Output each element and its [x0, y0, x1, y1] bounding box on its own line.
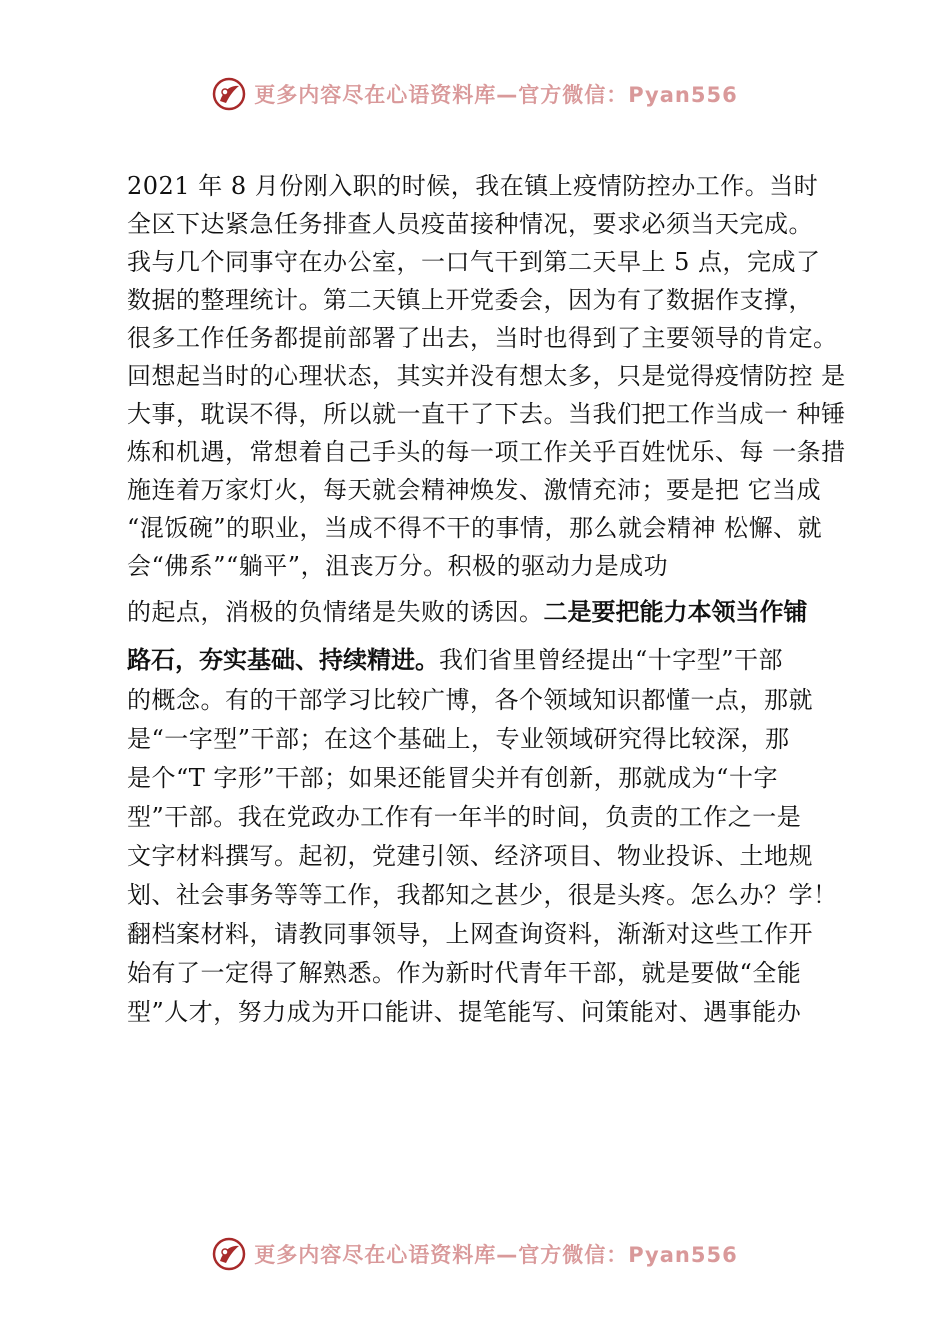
emphasis-heading: 路石，夯实基础、持续精进。	[127, 646, 439, 674]
watermark-text: 更多内容尽在心语资料库—官方微信：Pyan556	[254, 83, 738, 107]
header-watermark	[0, 72, 950, 116]
text-line: 始有了一定得了解熟悉。作为新时代青年干部，就是要做“全能	[127, 959, 802, 987]
text-line: 翻档案材料，请教同事领导，上网查询资料，渐渐对这些工作开	[127, 920, 813, 948]
footer-watermark	[0, 1232, 950, 1276]
text-line: 我与几个同事守在办公室，一口气干到第二天早上 5 点，完成了	[127, 248, 821, 276]
text-line: 大事，耽误不得，所以就一直干了下去。当我们把工作当成一 种锤	[127, 400, 846, 428]
text-line: 会“佛系”“躺平”，沮丧万分。积极的驱动力是成功	[127, 552, 669, 580]
text-line	[127, 596, 808, 628]
watermark-text: 更多内容尽在心语资料库—官方微信：Pyan556	[254, 1243, 738, 1267]
text-line: 施连着万家灯火，每天就会精神焕发、激情充沛；要是把 它当成	[127, 476, 822, 504]
emphasis-heading: 二是要把能力本领当作铺	[543, 598, 808, 626]
text-line: 型”人才，努力成为开口能讲、提笔能写、问策能对、遇事能办	[127, 998, 802, 1026]
text-line	[127, 644, 783, 676]
logo-icon	[212, 1237, 246, 1271]
text-line: “混饭碗”的职业，当成不得不干的事情，那么就会精神 松懈、就	[127, 514, 823, 542]
text-line: 是“一字型”干部；在这个基础上，专业领域研究得比较深，那	[127, 725, 790, 753]
text-line: 是个“T 字形”干部；如果还能冒尖并有创新，那就成为“十字	[127, 764, 778, 792]
text-line: 文字材料撰写。起初，党建引领、经济项目、物业投诉、土地规	[127, 842, 813, 870]
text-line: 很多工作任务都提前部署了出去，当时也得到了主要领导的肯定。	[127, 324, 838, 352]
text-line: 数据的整理统计。第二天镇上开党委会，因为有了数据作支撑，	[127, 286, 813, 314]
text-line: 的概念。有的干部学习比较广博，各个领域知识都懂一点，那就	[127, 686, 813, 714]
text-line: 2021 年 8 月份刚入职的时候，我在镇上疫情防控办工作。当时	[127, 172, 819, 200]
text-line: 全区下达紧急任务排查人员疫苗接种情况，要求必须当天完成。	[127, 210, 813, 238]
text-line: 划、社会事务等等工作，我都知之甚少，很是头疼。怎么办？学！	[127, 881, 838, 909]
text-segment: 的起点，消极的负情绪是失败的诱因。	[127, 598, 544, 626]
text-line: 炼和机遇，常想着自己手头的每一项工作关乎百姓忧乐、每 一条措	[127, 438, 846, 466]
text-line: 回想起当时的心理状态，其实并没有想太多，只是觉得疫情防控 是	[127, 362, 846, 390]
text-line: 型”干部。我在党政办工作有一年半的时间，负责的工作之一是	[127, 803, 802, 831]
text-segment: 我们省里曾经提出“十字型”干部	[439, 646, 784, 674]
logo-icon	[212, 77, 246, 111]
